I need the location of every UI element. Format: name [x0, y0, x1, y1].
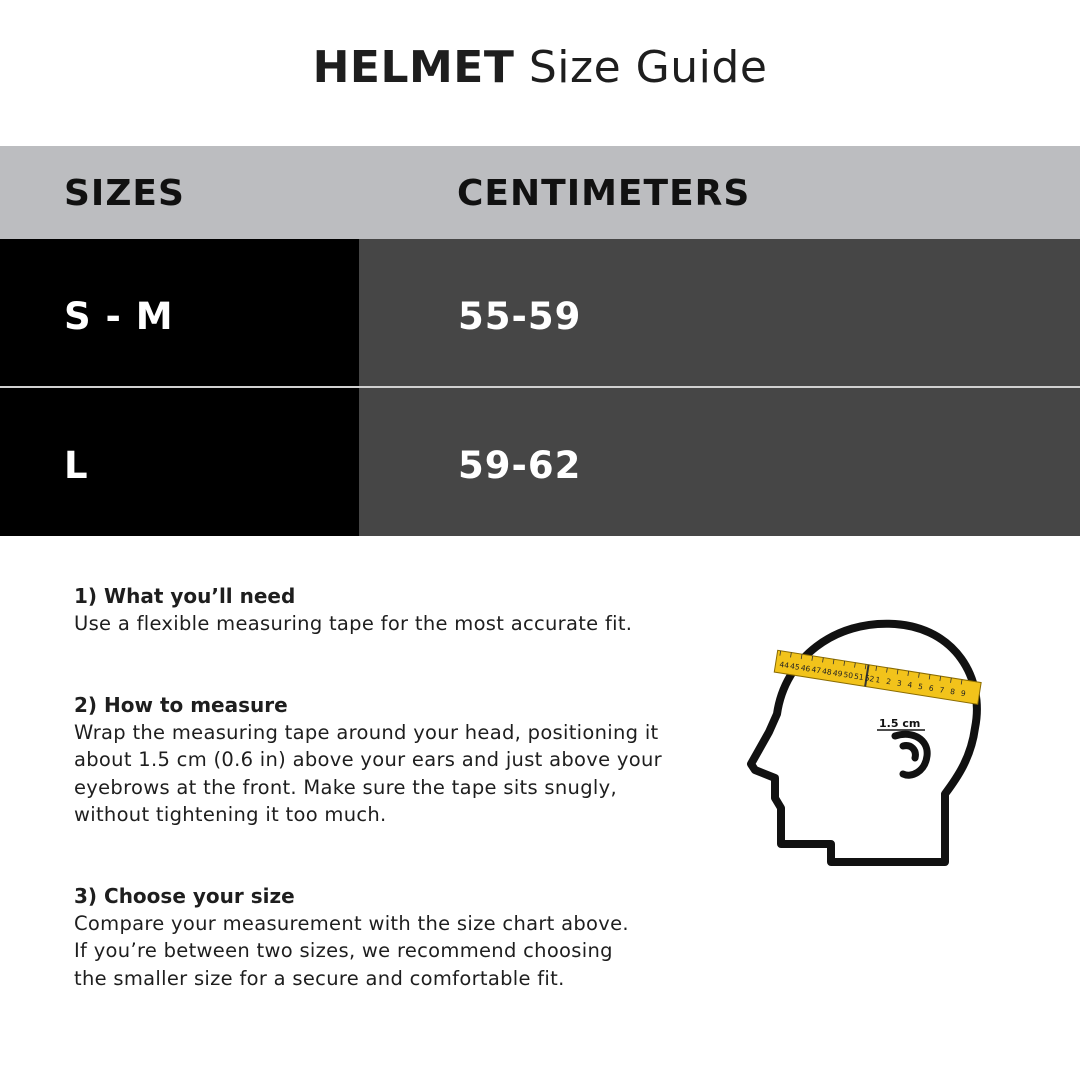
step-line: Use a flexible measuring tape for the most accurate fit.	[74, 612, 633, 635]
step-heading: 2) How to measure	[74, 693, 288, 717]
size-cell	[0, 388, 359, 536]
step-what-you-need	[74, 582, 714, 637]
step-line: If you’re between two sizes, we recommend choosing	[74, 939, 613, 963]
table-row	[0, 239, 1080, 386]
size-label: L	[64, 444, 89, 487]
measuring-tape	[774, 650, 981, 704]
table-row	[0, 388, 1080, 536]
offset-label: 1.5 cm	[879, 717, 921, 730]
step-heading: 1) What you’ll need	[74, 584, 296, 608]
tape-number: 44	[778, 659, 790, 671]
step-line: about 1.5 cm (0.6 in) above your ears and just above your	[74, 748, 662, 772]
tape-number: 1	[874, 675, 881, 685]
tape-number: 51	[853, 671, 865, 683]
step-heading: 3) Choose your size	[74, 884, 295, 908]
tape-number: 8	[949, 686, 956, 697]
tape-number: 6	[928, 683, 935, 694]
tape-number: 49	[832, 668, 844, 679]
step-how-to-measure	[74, 691, 714, 828]
size-cell	[0, 239, 359, 386]
step-line: the smaller size for a secure and comfortable fit.	[74, 966, 565, 990]
step-line: eyebrows at the front. Make sure the tape sits snugly,	[74, 775, 617, 799]
head-measuring-tape-icon	[745, 618, 985, 868]
ear-icon	[895, 734, 927, 775]
title-light: Size Guide	[528, 42, 768, 93]
header-centimeters: CENTIMETERS	[457, 173, 751, 214]
tape-number: 47	[810, 664, 822, 676]
size-label: S - M	[64, 295, 174, 338]
tape-number: 50	[842, 669, 854, 681]
step-line: Compare your measurement with the size chart above.	[74, 912, 629, 935]
tape-number: 4	[906, 680, 913, 690]
tape-number: 2	[885, 676, 892, 687]
tape-number: 9	[960, 688, 967, 699]
tape-number: 46	[800, 663, 812, 674]
title-bold: HELMET	[312, 42, 515, 93]
head-illustration-svg	[745, 618, 985, 868]
size-table	[0, 146, 1080, 536]
step-choose-size	[74, 882, 714, 992]
table-header	[0, 146, 1080, 239]
page-title	[0, 40, 1080, 96]
step-line: without tightening it too much.	[74, 802, 387, 826]
header-sizes: SIZES	[64, 173, 185, 214]
size-value: 55-59	[458, 295, 582, 338]
tape-number: 45	[789, 661, 801, 672]
tape-number: 48	[821, 666, 833, 677]
tape-number: 3	[896, 678, 903, 689]
tape-number: 52	[864, 673, 876, 684]
tape-number: 5	[917, 681, 924, 692]
step-line: Wrap the measuring tape around your head, positioning it	[74, 721, 659, 744]
size-value: 59-62	[458, 444, 582, 487]
tape-number: 7	[938, 685, 945, 695]
